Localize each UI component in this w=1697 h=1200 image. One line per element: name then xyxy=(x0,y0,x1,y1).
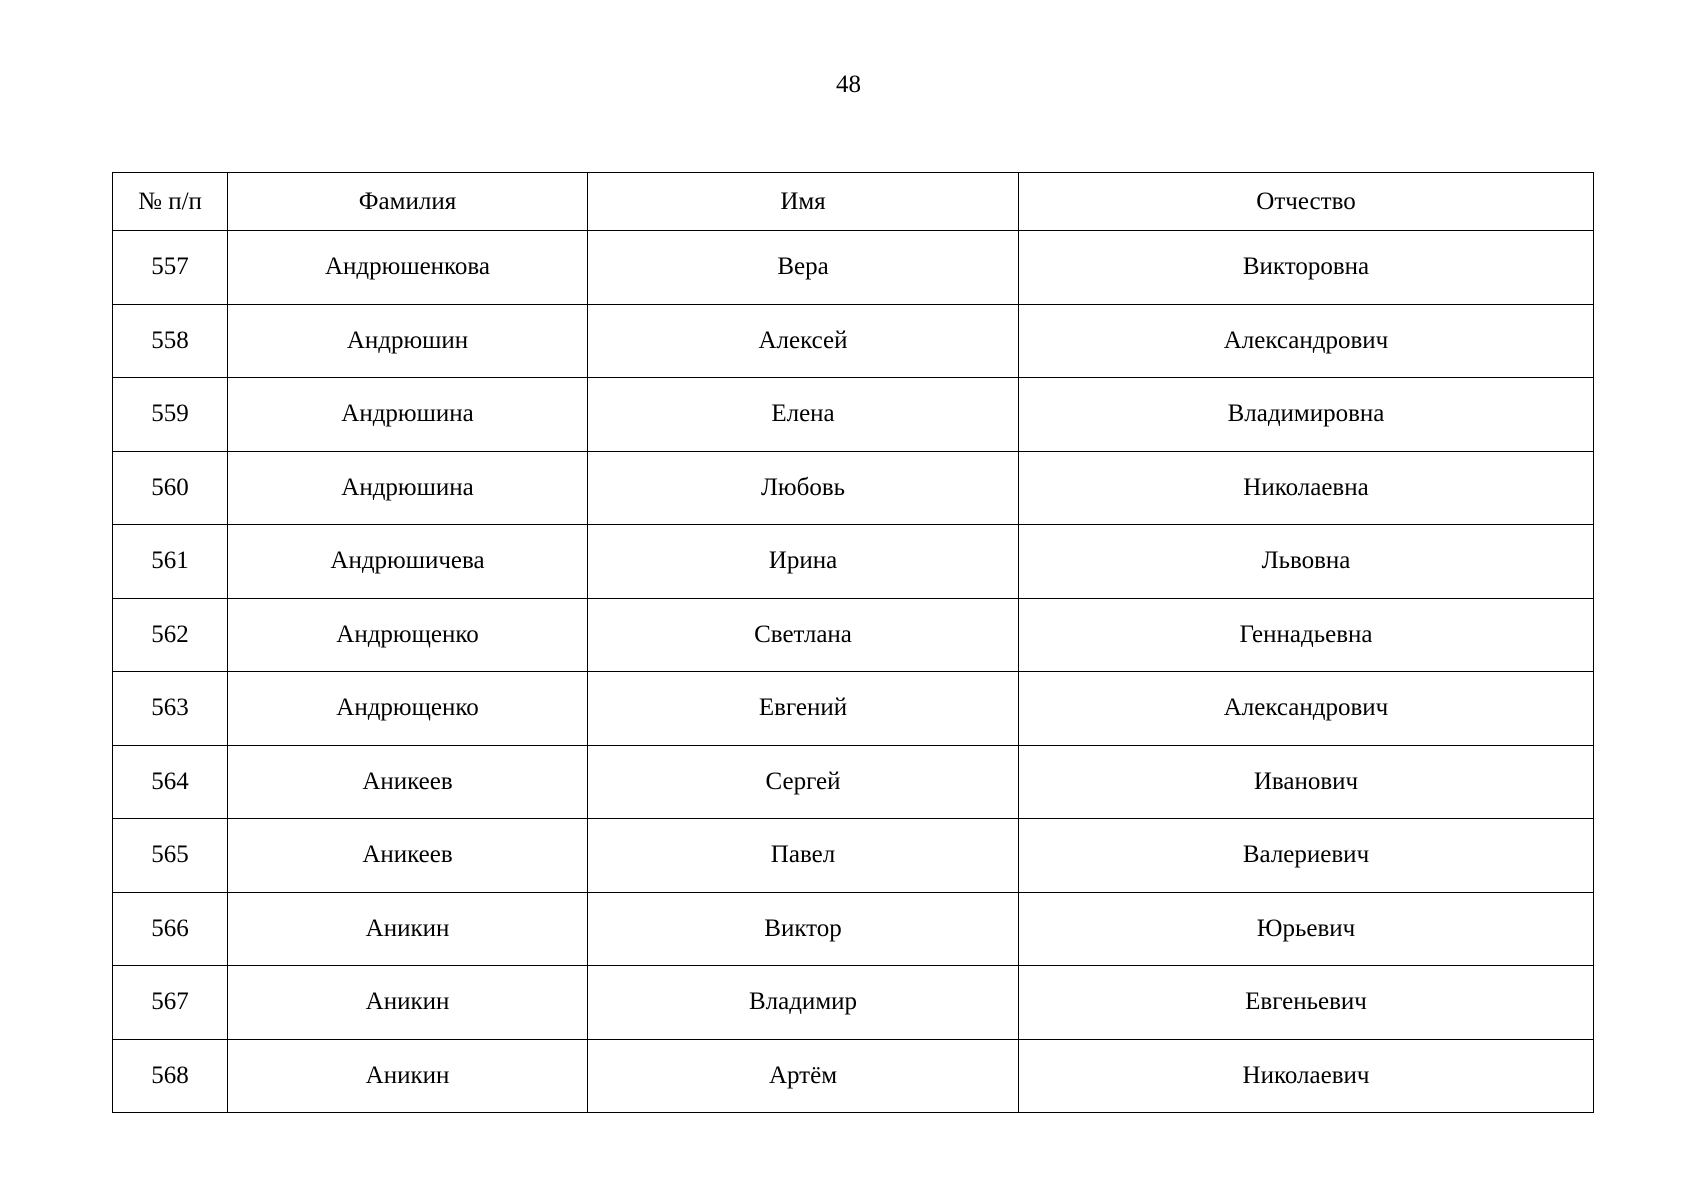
cell-number: 567 xyxy=(113,966,228,1040)
table-row xyxy=(113,378,1594,452)
cell-patronymic: Геннадьевна xyxy=(1019,598,1594,672)
cell-first-name: Владимир xyxy=(588,966,1019,1040)
table-row xyxy=(113,672,1594,746)
cell-surname: Андрющенко xyxy=(228,598,588,672)
cell-number: 562 xyxy=(113,598,228,672)
cell-first-name: Любовь xyxy=(588,451,1019,525)
cell-first-name: Елена xyxy=(588,378,1019,452)
cell-first-name: Вера xyxy=(588,231,1019,305)
cell-patronymic: Александрович xyxy=(1019,304,1594,378)
cell-first-name: Виктор xyxy=(588,892,1019,966)
cell-surname: Аникеев xyxy=(228,819,588,893)
cell-first-name: Светлана xyxy=(588,598,1019,672)
cell-patronymic: Львовна xyxy=(1019,525,1594,599)
cell-first-name: Евгений xyxy=(588,672,1019,746)
table-row xyxy=(113,451,1594,525)
cell-first-name: Алексей xyxy=(588,304,1019,378)
table-row xyxy=(113,525,1594,599)
table-row xyxy=(113,598,1594,672)
cell-patronymic: Николаевич xyxy=(1019,1039,1594,1113)
cell-patronymic: Иванович xyxy=(1019,745,1594,819)
cell-surname: Аникин xyxy=(228,1039,588,1113)
cell-surname: Андрюшенкова xyxy=(228,231,588,305)
cell-surname: Аникин xyxy=(228,966,588,1040)
table-row xyxy=(113,819,1594,893)
cell-patronymic: Викторовна xyxy=(1019,231,1594,305)
cell-patronymic: Александрович xyxy=(1019,672,1594,746)
cell-first-name: Ирина xyxy=(588,525,1019,599)
cell-number: 560 xyxy=(113,451,228,525)
table-body xyxy=(113,231,1594,1113)
cell-surname: Андрющенко xyxy=(228,672,588,746)
cell-number: 561 xyxy=(113,525,228,599)
cell-first-name: Сергей xyxy=(588,745,1019,819)
cell-number: 566 xyxy=(113,892,228,966)
cell-number: 568 xyxy=(113,1039,228,1113)
cell-patronymic: Владимировна xyxy=(1019,378,1594,452)
cell-first-name: Павел xyxy=(588,819,1019,893)
cell-number: 563 xyxy=(113,672,228,746)
cell-surname: Аникеев xyxy=(228,745,588,819)
cell-surname: Андрюшин xyxy=(228,304,588,378)
cell-patronymic: Евгеньевич xyxy=(1019,966,1594,1040)
table-header xyxy=(113,173,1594,231)
table-row xyxy=(113,966,1594,1040)
cell-number: 559 xyxy=(113,378,228,452)
header-number: № п/п xyxy=(113,173,228,231)
header-row xyxy=(113,173,1594,231)
header-patronymic: Отчество xyxy=(1019,173,1594,231)
cell-number: 565 xyxy=(113,819,228,893)
cell-surname: Андрюшина xyxy=(228,378,588,452)
cell-first-name: Артём xyxy=(588,1039,1019,1113)
cell-number: 557 xyxy=(113,231,228,305)
cell-number: 558 xyxy=(113,304,228,378)
table-row xyxy=(113,304,1594,378)
roster-table xyxy=(112,172,1594,1113)
table-row xyxy=(113,1039,1594,1113)
header-surname: Фамилия xyxy=(228,173,588,231)
cell-patronymic: Юрьевич xyxy=(1019,892,1594,966)
cell-surname: Андрюшичева xyxy=(228,525,588,599)
page-number: 48 xyxy=(836,71,861,98)
table-row xyxy=(113,745,1594,819)
table-row xyxy=(113,231,1594,305)
cell-patronymic: Николаевна xyxy=(1019,451,1594,525)
cell-surname: Андрюшина xyxy=(228,451,588,525)
cell-patronymic: Валериевич xyxy=(1019,819,1594,893)
table-row xyxy=(113,892,1594,966)
cell-number: 564 xyxy=(113,745,228,819)
cell-surname: Аникин xyxy=(228,892,588,966)
header-first-name: Имя xyxy=(588,173,1019,231)
